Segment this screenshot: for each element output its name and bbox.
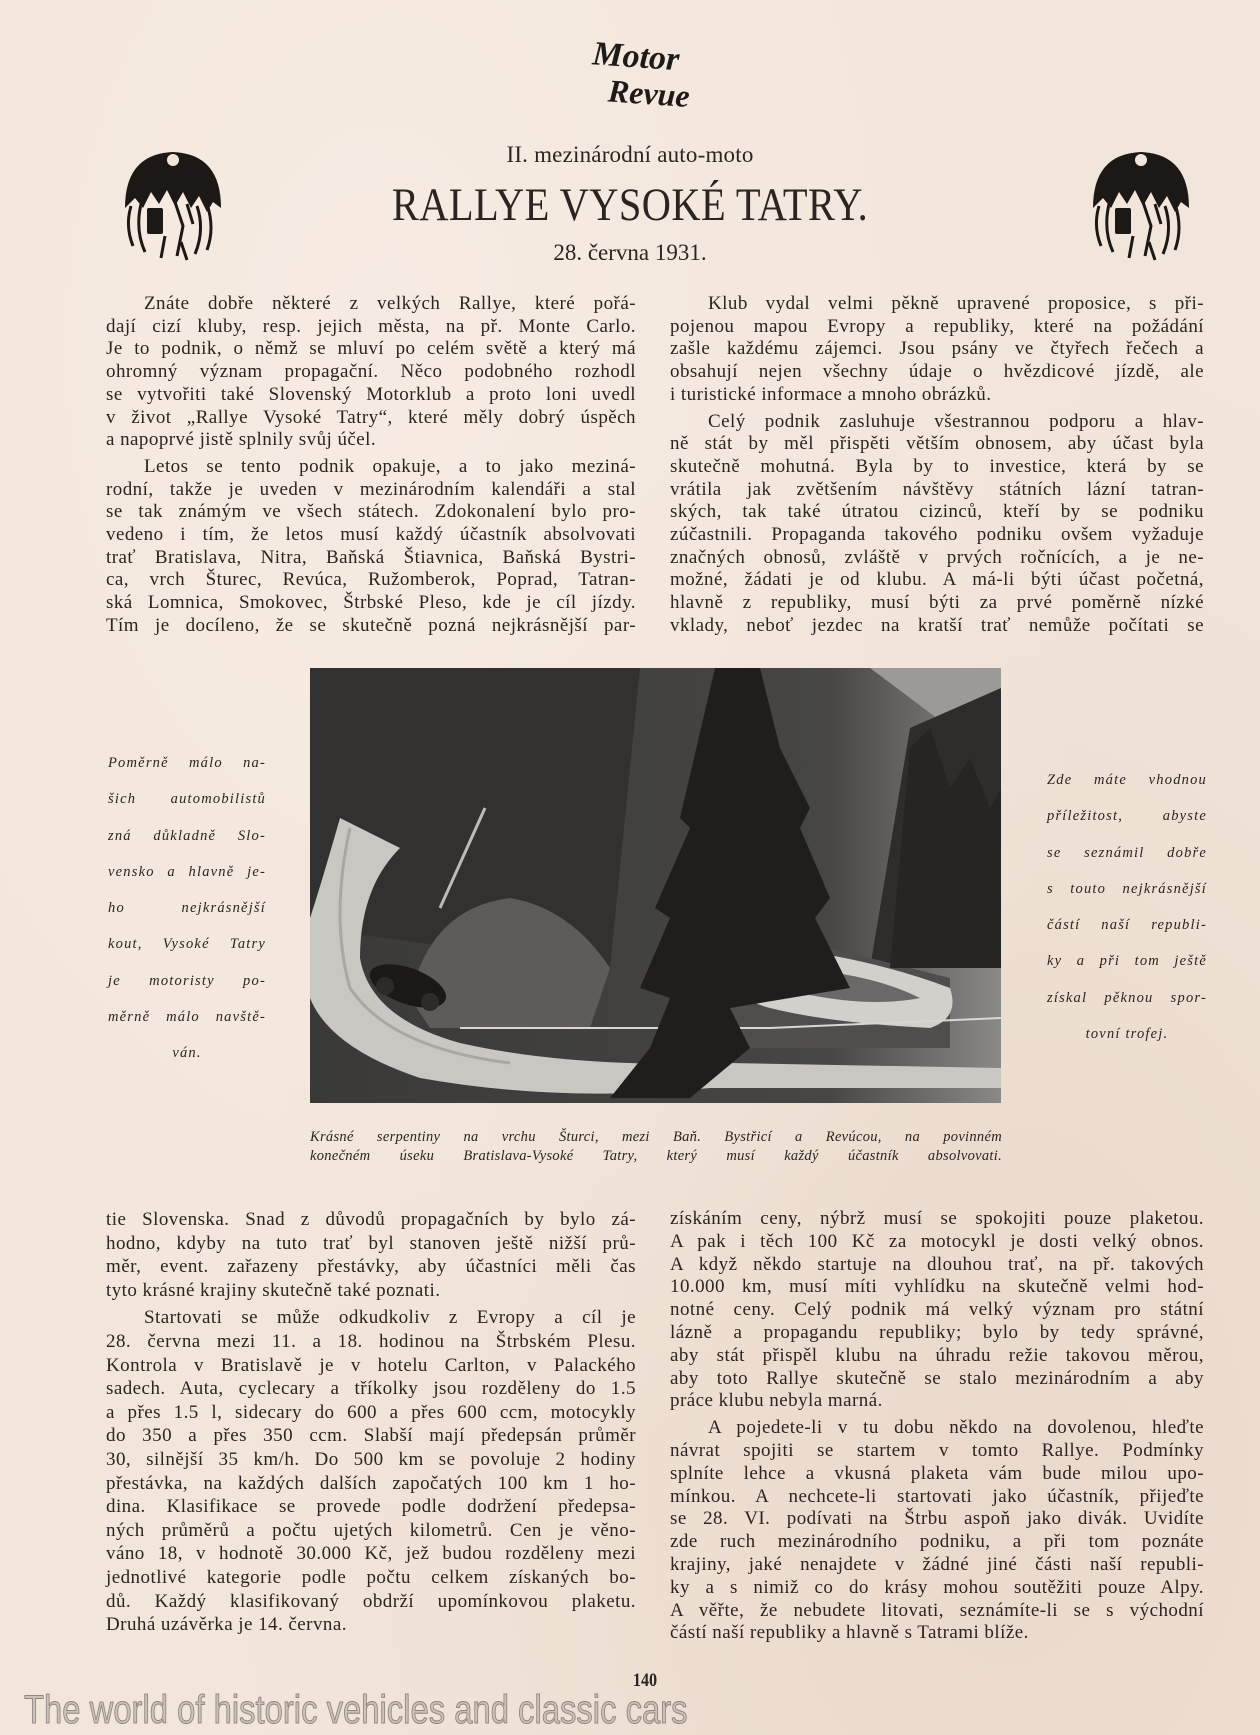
text-line: Zde máte vhodnou — [1047, 772, 1207, 788]
text-line: vklady, neboť jezdec na kratší trať nemůže počítati se — [670, 614, 1204, 636]
svg-text:Motor: Motor — [591, 35, 681, 79]
text-line: částí naší republi- — [1047, 917, 1207, 934]
article-date: 28. června 1931. — [553, 240, 707, 265]
text-line: hodno, kdyby na tuto trať byl stanoven ještě nižší prů- — [106, 1232, 636, 1254]
paragraph — [670, 411, 1204, 638]
text-column-bottom-left — [106, 1208, 636, 1637]
watermark-tagline: The world of historic vehicles and classic cars — [24, 1688, 688, 1732]
text-line: splníte lehce a vkusná plaketa vám bude milou upo- — [670, 1462, 1204, 1484]
text-line: tie Slovenska. Snad z důvodů propagačních by bylo zá- — [106, 1209, 636, 1230]
text-line: aby stát přispěl klubu na úhradu režie takovou měrou, — [670, 1344, 1204, 1366]
text-line: dina. Klasifikace se provede podle dodržení předepsa- — [106, 1496, 636, 1518]
text-line: měr, event. zařazeny přestávky, aby účastníci měli čas — [106, 1256, 636, 1278]
text-line: ohromný význam propagační. Něco podobného rozhodl — [106, 361, 636, 383]
text-column-bottom-right — [670, 1208, 1204, 1645]
text-line: tyto krásné krajiny skutečně také poznati. — [106, 1279, 441, 1301]
text-line: získal pěknou spor- — [1047, 989, 1207, 1006]
side-note-right — [1047, 762, 1207, 1052]
text-line: a přes 1.5 l, sidecary do 600 a přes 600 ccm, motocykly — [106, 1401, 636, 1423]
text-line: se seznámil dobře — [1047, 844, 1207, 861]
paragraph — [106, 1208, 636, 1302]
text-line: Je to podnik, o němž se mluví po celém světě a který má — [106, 338, 636, 360]
text-line: zná důkladně Slo- — [108, 827, 266, 844]
side-note-left — [108, 745, 266, 1072]
page-number: 140 — [632, 1670, 658, 1691]
text-line: váno 18, v hodnotě 30.000 Kč, jež budou rozděleny mezi — [106, 1543, 636, 1565]
paragraph — [106, 456, 636, 638]
text-line: se vytvořiti také Slovenský Motorklub a proto loni uvedl — [106, 383, 636, 405]
text-line: A pojedete-li v tu dobu někdo na dovolenou, hleďte — [708, 1417, 1204, 1439]
text-line: notné ceny. Celý podnik má velký význam pro státní — [670, 1299, 1204, 1321]
text-line: zúčastnili. Propaganda takového podniku ovšem vyžaduje — [670, 524, 1204, 546]
text-line: Celý podnik zasluhuje všestrannou podporu a hlav- — [708, 410, 1204, 432]
text-line: Druhá uzávěrka je 14. června. — [106, 1614, 347, 1636]
text-line: Klub vydal velmi pěkně upravené proposice, s při- — [708, 293, 1204, 314]
text-line: obsahují nejen všechny údaje o hvězdicové jízdě, ale — [670, 361, 1204, 383]
text-line: 28. června mezi 11. a 18. hodinou na Štrbském Plesu. — [106, 1330, 636, 1352]
paragraph — [106, 293, 636, 452]
text-line: A věřte, že nebudete litovati, seznámíte-li se s východní — [670, 1599, 1204, 1621]
text-line: krajiny, jaké nenajdete v žádné jiné části naší republi- — [670, 1553, 1204, 1575]
text-line: 10.000 km, musí míti vyhlídku na skutečně velmi hod- — [670, 1276, 1204, 1298]
text-line: Znáte dobře některé z velkých Rallye, které pořá- — [144, 293, 636, 314]
text-line: v život „Rallye Vysoké Tatry“, které měly dobrý úspěch — [106, 406, 636, 428]
text-line: 30, silnější 35 km/h. Do 500 km se povoluje 2 hodiny — [106, 1448, 636, 1470]
paragraph — [670, 293, 1204, 407]
text-line: Kontrola v Bratislavě je v hotelu Carlton, v Palackého — [106, 1354, 636, 1376]
text-line: je motoristy po- — [108, 972, 266, 989]
text-line: skutečně mohutná. Byla by to investice, která by se — [670, 455, 1204, 477]
text-line: dů. Každý klasifikovaný obdrží upomínkovou plaketu. — [106, 1590, 636, 1612]
text-line: a napoprvé jistě splnily svůj účel. — [106, 429, 377, 451]
text-line: získáním ceny, nýbrž musí se spokojiti pouze plaketou. — [670, 1208, 1204, 1229]
text-line: do 350 a přes 350 ccm. Slabší mají předepsán průměr — [106, 1425, 636, 1447]
text-line: možné, žádati je od klubu. A má-li býti účast početná, — [670, 569, 1204, 591]
text-line: jednotlivé kategorie podle počtu celkem získaných bo- — [106, 1566, 636, 1588]
text-line: konečném úseku Bratislava-Vysoké Tatry, který musí každý účastník absolvovati. — [310, 1148, 1002, 1164]
text-line: Startovati se může odkudkoliv z Evropy a cíl je — [144, 1307, 636, 1329]
paragraph — [106, 1306, 636, 1636]
svg-text:Revue: Revue — [606, 72, 691, 114]
article-kicker: II. mezinárodní auto-moto — [506, 142, 754, 167]
text-column-top-right — [670, 293, 1204, 638]
text-line: sadech. Auta, cyclecary a tříkolky jsou rozděleny do 1.5 — [106, 1378, 636, 1400]
text-line: částí naší republiky a hlavně s Tatrami blíže. — [670, 1622, 1029, 1644]
text-line: šich automobilistů — [108, 791, 266, 808]
text-line: dají cizí kluby, resp. jejich města, na př. Monte Carlo. — [106, 315, 636, 337]
text-line: Krásné serpentiny na vrchu Šturci, mezi Baň. Bystřicí a Revúcou, na povinném — [310, 1129, 1002, 1145]
text-line: trať Bratislava, Nitra, Baňská Štiavnica, Baňská Bystri- — [106, 546, 636, 568]
text-line: práce klubu nebyla marná. — [670, 1390, 883, 1412]
text-line: ca, vrch Šturec, Revúca, Ružomberok, Poprad, Tatran- — [106, 569, 636, 591]
text-line: ných průměrů a počtu ujetých kilometrů. Cen je věno- — [106, 1519, 636, 1541]
text-column-top-left — [106, 293, 636, 638]
text-line: návrat spojiti se startem v tomto Rallye. Podmínky — [670, 1439, 1204, 1461]
text-line: i turistické informace a mnoho obrázků. — [670, 383, 992, 405]
text-line: Tím je docíleno, že se skutečně pozná nejkrásnější par- — [106, 614, 636, 636]
text-line: aby toto Rallye skutečně se stalo mezinárodním a aby — [670, 1367, 1204, 1389]
text-line: přestávka, na každých dalších započatých 100 km 1 ho- — [106, 1472, 636, 1494]
text-line: měrně málo navště- — [108, 1009, 266, 1026]
text-line: zde ruch mezinárodního podniku, a při tom poznáte — [670, 1531, 1204, 1553]
text-line: se tak známým ve všech státech. Zdokonalení bylo pro- — [106, 501, 636, 523]
photo-caption — [310, 1128, 1002, 1166]
text-line: Poměrně málo na- — [108, 755, 266, 771]
motor-revue-logo — [586, 34, 710, 114]
text-line: kout, Vysoké Tatry — [108, 936, 266, 953]
text-line: ky a s nimiž co do krásy mohou soutěžiti pouze Alpy. — [670, 1576, 1204, 1598]
text-line: tovní trofej. — [1085, 1026, 1169, 1043]
text-line: A když někdo startuje na dlouhou trať, na př. takových — [670, 1253, 1204, 1275]
text-line: Letos se tento podnik opakuje, a to jako meziná- — [144, 455, 636, 477]
text-line: ván. — [172, 1045, 202, 1062]
text-line: vensko a hlavně je- — [108, 863, 266, 880]
text-line: ských, tak také útratou cizinců, kteří by se podniku — [670, 501, 1204, 523]
text-line: ky a při tom ještě — [1047, 953, 1207, 970]
text-line: vrátila jak zvětšením návštěvy státních lázní tatran- — [670, 478, 1204, 500]
text-line: se 28. VI. podívati na Štrbu aspoň jako divák. Uvidíte — [670, 1508, 1204, 1530]
text-line: A pak i těch 100 Kč za motocykl je dosti velký obnos. — [670, 1230, 1204, 1252]
text-line: s touto nejkrásnější — [1047, 880, 1207, 897]
text-line: ho nejkrásnější — [108, 900, 266, 917]
serpentine-road-photo — [310, 668, 1001, 1103]
text-line: ně stát by měl přispěti větším obnosem, aby účast byla — [670, 433, 1204, 455]
text-line: vedeno i tím, že letos musí každý účastník absolvovati — [106, 524, 636, 546]
text-line: lázně a propagandu republiky; bylo by tedy správné, — [670, 1321, 1204, 1343]
text-line: rodní, takže je uveden v mezinárodním kalendáři a stal — [106, 478, 636, 500]
text-line: příležitost, abyste — [1047, 808, 1207, 825]
paragraph — [670, 1417, 1204, 1645]
text-line: značných obnosů, zvláště v prvých ročnících, a je ne- — [670, 546, 1204, 568]
text-line: ská Lomnica, Smokovec, Štrbské Pleso, kde je cíl jízdy. — [106, 592, 636, 614]
text-line: pojenou mapou Evropy a republiky, které na požádání — [670, 315, 1204, 337]
text-line: mínkou. A nechcete-li startovati jako účastník, přijeďte — [670, 1485, 1204, 1507]
paragraph — [670, 1208, 1204, 1413]
text-line: zašle každému zájemci. Jsou psány ve čtyřech řečech a — [670, 338, 1204, 360]
article-title: RALLYE VYSOKÉ TATRY. — [391, 179, 869, 231]
text-line: hlavně z republiky, musí býti za prvé poměrně nízké — [670, 592, 1204, 614]
